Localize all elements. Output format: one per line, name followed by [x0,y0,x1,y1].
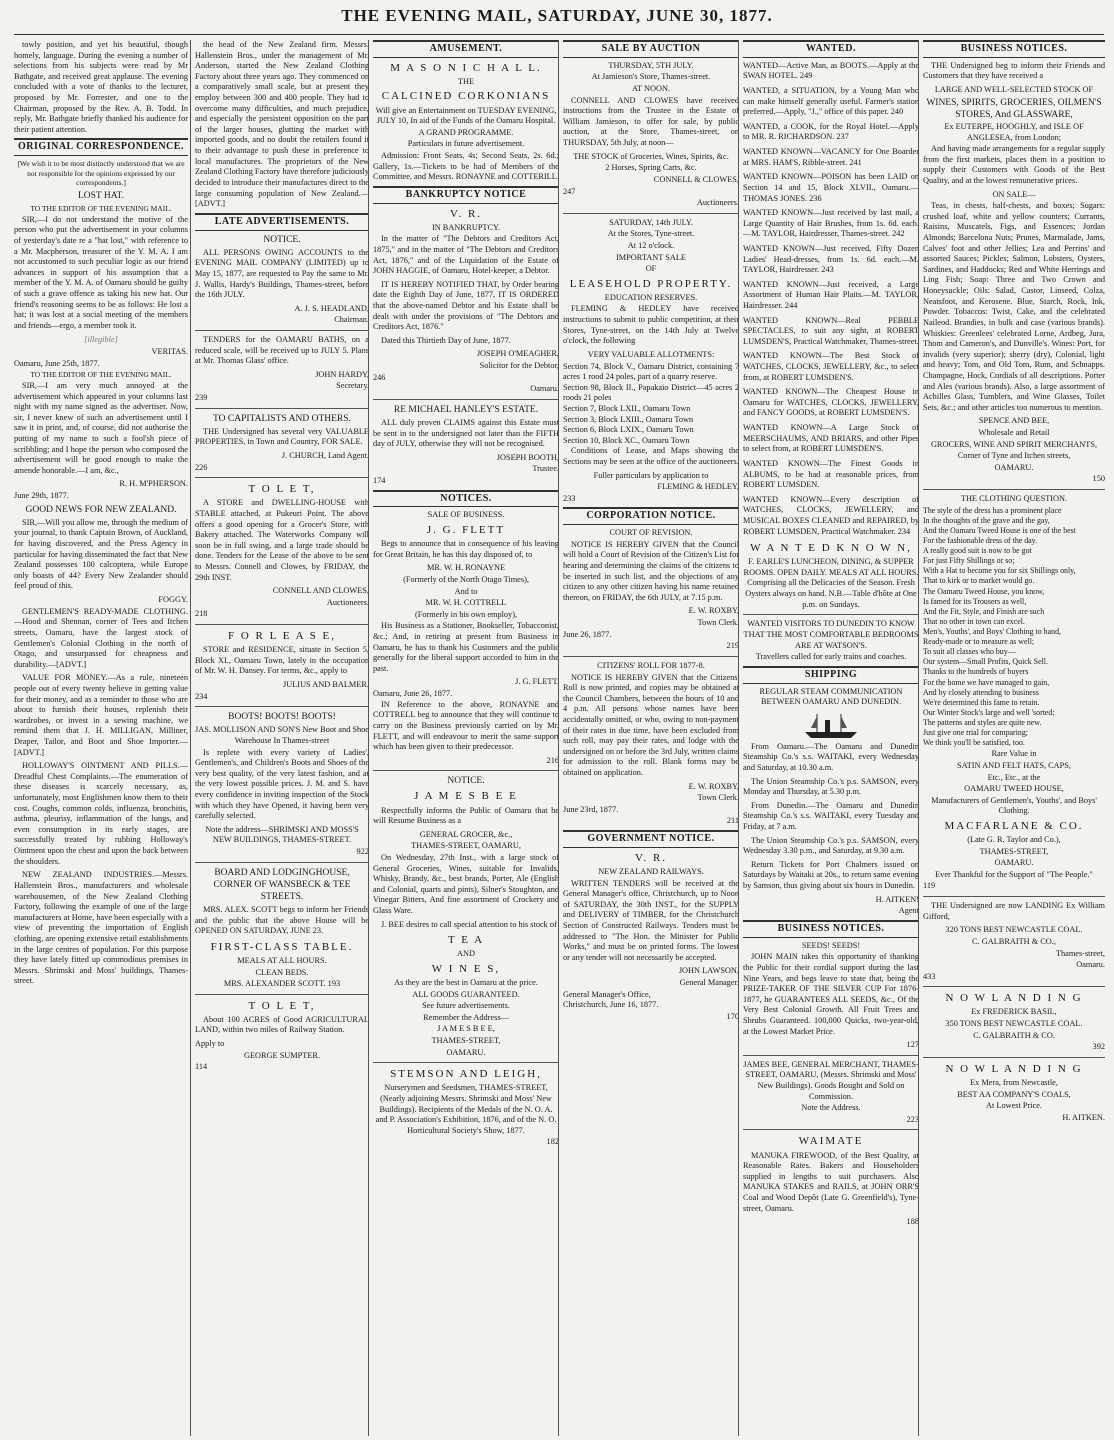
wanted-ad: WANTED KNOWN—Just received by last mail, a Large Quantity of Hair Brushes, from 1s. 6d. each.—M. TAYLOR, Hairdresser, Thames-street. 242 [743,208,919,239]
signatory: E. W. ROXBY, [688,606,739,616]
ad-line: General Manager's Office, [563,989,651,999]
ad-body: Nurserymen and Seedsmen, THAMES-STREET, (Nearly adjoining Messrs. Shrimski and Moss' New Buildings). Recipients of the Medals of the N. O. A. and P. Association's Exhibition, 1876, and of the N. O. Horticultural Society's Show, 1877. [375,1083,557,1135]
ad-title: SEEDS! SEEDS! [801,940,861,950]
signatory: E. W. ROXBY, [688,781,739,791]
ad-line: THAMES-STREET, OAMARU, [411,841,521,851]
signature: VERITAS. [151,347,188,357]
ad-title: STEMSON AND LEIGH, [390,1068,542,1081]
poem-line: Our system—Small Profits, Quick Sell. [923,657,1048,667]
signatory: H. AITKEN! [875,894,919,904]
section-heading: BANKRUPTCY NOTICE [373,186,559,204]
ad-line: A GRAND PROGRAMME. [418,127,514,137]
ad-line: Corner of Tyne and Itchen streets, [957,451,1071,461]
poem-line: Our Winter Stock's large and well 'sorted; [923,707,1055,717]
ad-number: 211 [726,816,739,826]
ad-body: FLEMING & HEDLEY have received instructions to submit to public competition, at their Stores, Tyne-street, on the 14th July at Twelve o'clock, the following [563,304,739,346]
ad-line: At the Stores, Tyne-street. [607,229,695,239]
ad-title: LEASEHOLD PROPERTY. [569,277,733,290]
ad-number: 922 [356,846,369,856]
ad-line: T E A [447,934,485,947]
poem-line: We think you'll be satisfied, too. [923,738,1025,748]
notice-body: NOTICE IS HEREBY GIVEN that the Council will hold a Court of Revision of the Citizen's List for hearing and determining the claims of the citizens to be inserted in such list, and the objections of any citizen to any other citizen having his name retained thereon, on FRIDAY, the 6th JULY, at 7.15 p.m. [563,539,739,602]
wanted-ad: WANTED KNOWN—A Large Stock of MEERSCHAUMS, AND BRIARS, and other Pipes to select from, at ROBERT LUMSDEN'S. [743,423,919,454]
section-heading: AMUSEMENT. [373,40,559,58]
poem-line: That to kirk or to market would go. [923,576,1035,586]
ad-title: MACFARLANE & CO. [944,819,1084,832]
ad-line: VERY VALUABLE ALLOTMENTS: [587,349,715,359]
ad-title: M A S O N I C H A L L. [390,61,542,74]
ad-title: T O L E T, [248,483,316,496]
section-heading: WANTED. [743,40,919,58]
ad-body: STORE and RESIDENCE, situate in Section 5, Block XI., Oamaru Town, lately in the occupation of Mr. W. H. Dansey. For terms, &c., apply to [195,645,369,676]
vr-mark: V. R. [634,851,668,864]
ad-line: Ever Thankful for the Support of "The People." [935,869,1093,879]
ad-number: 226 [195,462,208,472]
ad-title: J A M E S B E E [414,790,518,803]
sailing-item: From Dunedin.—The Oamaru and Dunedin Steamship Co.'s s.s. WAITAKI, every Tuesday and Friday, at 7 a.m. [743,800,919,832]
ad-line: IMPORTANT SALE [616,252,686,262]
ad-body: On Wednesday, 27th Inst., with a large stock of General Groceries, Wines, suitable for Invalids, Whisky, Brandy, &c., best brands, Porter, Ale (English and Colonial, quarts and pints), Silner's Stoughton, and Vinegar Bitters, And fine assortment of Crockery and Glass Ware. [373,853,559,916]
signatory-title: Town Clerk. [697,793,739,803]
ad-title: N O W L A N D I N G [945,1062,1083,1075]
letter-date: Oamaru, June 25th, 1877. [14,358,100,368]
ad-line: THE STOCK of Groceries, Wines, Spirits, &c. [573,151,729,161]
poem-line: And the Fit, Style, and Finish are such [923,606,1045,616]
ad-line: LARGE AND WELL-SELECTED STOCK OF [934,85,1094,95]
masthead: THE EVENING MAIL, SATURDAY, JUNE 30, 1877. [341,6,773,25]
wanted-ad: WANTED KNOWN—Just received, a Large Assortment of Human Hair Plaits.—M. TAYLOR, Hairdresser. 244 [743,279,919,310]
signatory: MRS. ALEXANDER SCOTT. 193 [223,979,341,989]
section-heading: SHIPPING [743,666,919,684]
signatory: C. GALBRAITH & CO., [972,936,1056,946]
ad-line: OAMARU. [994,462,1034,472]
ad-title: RE MICHAEL HANLEY'S ESTATE. [393,404,539,415]
poem-line: In the thoughts of the grave and the gay, [923,515,1050,525]
ad-body: J. BEE desires to call special attention to his stock of [381,919,557,929]
ad-line: (Formerly of the North Otago Times), [403,574,529,584]
notice-body: IT IS HEREBY NOTIFIED THAT, by Order bearing date the Eighth Day of June, 1877, IT IS ORDERED that the above-named Debtor and his Estate shall be dealt with under the provisions of "The Debtors and Creditors Act, 1876." [373,279,559,332]
ad-title: WINES, SPIRITS, GROCERIES, OILMEN'S STORES, And GLASSWARE, [926,97,1102,120]
masthead-rule [14,34,1104,35]
ad-line: THE [457,76,475,86]
ad-title: COURT OF REVISION. [609,528,693,538]
poem-line: The style of the dress has a prominent place [923,505,1062,515]
ad-line: Rare Value in [991,749,1037,759]
signature: FOGGY. [158,595,188,605]
wanted-ad: WANTED KNOWN—Every description of WATCHES, CLOCKS, JEWELLERY, and MUSICAL BOXES CLEANED and REPAIRED, by ROBERT LUMSDEN, Practical Watchmaker. 234 [743,494,919,536]
ad-number: 114 [195,1062,208,1072]
ad-title: TO CAPITALISTS AND OTHERS. [213,413,351,424]
notice-body: In the matter of "The Debtors and Creditors Act, 1875," and in the matter of "The Debtors and Creditors Act, 1876," and of the Liquidation of the Estate of JOHN HAGGIE, of Oamaru, Hotel-keeper, a Debtor. [373,234,559,276]
ad-body: Respectfully informs the Public of Oamaru that he will Resume Business as a [373,805,559,826]
ad-line: Ex EUTERPE, HOOGHLY, and ISLE OF ANGLESEA, from London; [944,121,1084,142]
section-heading: BUSINESS NOTICES. [743,920,919,938]
disclaimer: [We wish it to be most distinctly understood that we are not responsible for the opinions expressed by our correspondents.] [17,159,185,188]
letter-date: June 29th, 1877. [14,491,69,501]
ad-date: Oamaru, June 26, 1877. [373,689,453,699]
ad-line: 320 TONS BEST NEWCASTLE COAL. [945,925,1083,935]
ad-body: Admission: Front Seats, 4s; Second Seats, 2s. 6d.; Gallery, 1s.—Tickets to be had of Members of the Committee, and Messrs. RONAYNE and COTTERILL. [373,151,559,182]
ad-line: THAMES-STREET, [979,846,1049,856]
column-2 [190,40,369,1436]
ad-line: EDUCATION RESERVES. [604,292,698,302]
ad-title: THE CLOTHING QUESTION. [960,494,1068,504]
allotment-item: Section 10, Block XC., Oamaru Town [563,435,690,445]
poem-line: We're determined this fame to retain. [923,697,1040,707]
ad-title: W A N T E D K N O W N, [750,542,912,555]
letter-body: SIR,—Will you allow me, through the medium of your journal, to thank Captain Brown, of Auckland, for having discovered, and the Press Agency in particular for having disseminated the fact that New Zealand possesses 100 calcoptera, while Europe only boasts of 44? Every New Zealander should feel proud of this. [14,517,188,591]
ad-date: June 26, 1877. [563,629,612,639]
ad-line: Oamaru. [1076,960,1105,970]
ad-number: 216 [546,755,559,765]
ad-title: WAIMATE [798,1135,864,1148]
lecture-report: towly position, and yet his beautiful, though homely, language. During the evening a number of selections from his subjects were read by Mr Bathgate, and received great applause. The evening concluded with a vote of thanks to the lecturer, proposed by Mr. Forrester, and one to the Chairman, proposed by the Rev. A. B. Todd. In reply, Mr. Bathgate briefly thanked his audience for their patient attention. [14,40,188,134]
sailing-item: The Union Steamship Co.'s p.s. SAMSON, every Monday and Thursday, at 5.30 p.m. [743,776,919,797]
ad-body: A STORE and DWELLING-HOUSE with STABLE attached, at Pukeuri Point. The above offers a good opening for a Grocer's Store, with Bakery attached. The Waterworks Company will soon be in full swing, and a large trade should be done. Tenders for the Lease of the above to be sent to Messrs. Connell and Clowes, by FRIDAY, the 29th INST. [195,498,369,582]
poem [923,506,1105,749]
ad-line: (Formerly in his own employ), [414,609,518,619]
ad-body: Conditions of Lease, and Maps showing the Sections may be seen at the office of the auctioneers. [563,446,739,466]
place: Oamaru. [530,384,559,394]
signatory: CONNELL AND CLOWES, [272,586,369,596]
allotment-item: Section 74, Block V., Oamaru District, containing 7 acres 1 rood 24 poles, part of a quarry reserve. [563,361,739,382]
wanted-ad: WANTED KNOWN—Real PEBBLE SPECTACLES, to suit any sight, at ROBERT LUMSDEN'S, Practical Watchmaker, Thames-street. [743,315,919,346]
signatory-title: Solicitor for the Debtor, [479,361,559,371]
ad-number: 119 [923,881,936,891]
ad-number: 392 [1092,1042,1105,1052]
letter-body: SIR,—I do not understand the motive of the person who put the advertisement in your columns of yesterday's date re a "hat lost," with reference to a Mr. Macpherson, treasurer of the Y. M. A. I am not accustomed to such peculiar logic as our friend advances in support of his assumption that a member of the Y. M. A. of Oamaru should be guilty of such a grave offence as taking his new hat. Our friend's reasoning seems to be as follows: He lost a hat; it was lost at a social meeting of the members and friends—ergo, a member took it. [14,214,188,330]
signatory-title: Auctioneers. [326,597,369,607]
signatory-title: Town Clerk. [697,618,739,628]
ad-line: IN BANKRUPTCY. [431,222,501,232]
notice-body: ALL duly proven CLAIMS against this Estate must be sent in to the undersigned not later than the FIFTH day of JULY, otherwise they will not be recognised. [373,418,559,449]
wanted-ad: WANTED KNOWN—VACANCY for One Boarder at MRS. HAM'S, Ribble-street. 241 [743,147,919,167]
article-title: GOOD NEWS FOR NEW ZEALAND. [25,504,177,515]
ad-line: SATIN AND FELT HATS, CAPS, [957,760,1071,770]
vr-mark: V. R. [449,207,483,220]
ad-title: BOOTS! BOOTS! BOOTS! [228,712,336,723]
ad-line: Travellers called for early trains and coaches. [755,652,907,662]
section-heading: NOTICES. [373,490,559,508]
ad-title: CALCINED CORKONIANS [381,90,551,103]
ad-line: (Late G. R. Taylor and Co.), [967,835,1061,845]
ad-title: SPENCE AND BEE, [978,416,1050,426]
ad-line: Particulars in future advertisement. [407,139,525,149]
ad-date: Christchurch, June 16, 1877. [563,1000,659,1010]
ad-number: 127 [906,1040,919,1050]
ad-line: 2 Horses, Spring Carts, &c. [605,163,697,173]
column-6 [918,40,1105,1436]
signatory: H. AITKEN. [1062,1112,1105,1122]
poem-line: The patterns and styles are quite new. [923,717,1042,727]
ad-number: 223 [906,1114,919,1124]
ad-line: Etc., Etc., at the [987,772,1041,782]
ad-line: MR. W. H. COTTRELL [425,598,507,608]
wanted-ad: WANTED KNOWN—POISON has been LAID on Section 14 and 15, Block XLVII., Oamaru.—THOMAS JONES. 236 [743,172,919,203]
poem-line: Thanks to the hundreds of buyers [923,667,1029,677]
signatory: J. G. FLETT. [515,677,559,687]
poem-line: And by closely attending to business [923,687,1039,697]
poem-line: And the Oamaru Tweed House is one of the best [923,525,1076,535]
ad-number: 174 [373,476,386,486]
ad-line: At 12 o'clock. [627,240,675,250]
ad-body: JAMES BEE, GENERAL MERCHANT, THAMES-STREET, OAMARU, (Messrs. Shrimski and Moss' New Buildings). Goods Bought and Sold on Commission. [743,1059,919,1101]
notice-body: ALL PERSONS OWING ACCOUNTS to the EVENING MAIL COMPANY (LIMITED) up to May 15, 1877, are requested to Pay the same to Mr. J. Wallis, Hardy's Buildings, Thames-street, before the 16th JULY. [195,247,369,300]
ad-body: IN Reference to the above, RONAYNE and COTTRELL beg to announce that they will continue to carry on the Business previously carried on by Mr. FLETT, and will endeavour to merit the same support which has been given to their predecessor. [373,699,559,752]
ad-line: J A M E S B E E, [437,1024,495,1034]
ad-body: F. EARLE'S LUNCHEON, DINING, & SUPPER ROOMS. OPEN DAILY. MEALS AT ALL HOURS. Comprising all the Delicacies of the Season. Fresh Oysters always on hand. N.B.—Table d'hôte at One p.m. on Sundays. [743,557,919,609]
ad-title: J. G. FLETT [426,524,506,537]
allotment-item: Section 6, Block LXIX., Oamaru Town [563,425,694,435]
poem-line: For the fashionable dress of the day. [923,535,1038,545]
wanted-ad: WANTED KNOWN—The Finest Goods in ALBUMS, to be had at reasonable prices, from ROBERT LUMSDEN. [743,458,919,490]
ad-body: MRS. ALEX. SCOTT begs to inform her Friends and the public that the above House will be OPENED ON SATURDAY, JUNE 23. [195,905,369,936]
signatory: CONNELL & CLOWES, [653,174,739,184]
ad-line: OAMARU. [446,1047,486,1057]
poem-line: Just give one trial for comparing; [923,728,1028,738]
ad-date: June 23rd, 1877. [563,804,619,814]
section-heading: LATE ADVERTISEMENTS. [195,213,369,231]
ad-body: THE Undersigned beg to inform their Friends and Customers that they have received a [923,60,1105,81]
advertisement: GENTLEMEN'S READY-MADE CLOTHING.—Hood and Shennan, corner of Tees and Itchen streets, Oamaru, have the largest stock of Gentlemen's Colonial Clothing in the north of Otago, and unsurpassed for cheapness and durability.—[ADVT.] [14,606,188,669]
ad-line: MR. W. H. RONAYNE [426,563,506,573]
ad-line: AT NOON. [631,84,671,94]
ad-line: BEST AA COMPANY'S COALS, [957,1089,1071,1099]
signatory: FLEMING & HEDLEY, [657,482,739,492]
signatory-title: Auctioneers. [696,198,739,208]
column-5 [738,40,919,1436]
poem-line: Ready-made or to measure as well; [923,637,1035,647]
ad-title: SALE OF BUSINESS. [427,510,505,520]
tender-notice: TENDERS for the OAMARU BATHS, on a reduced scale, will be received up to JULY 5. Plans at Mr. Thomas Glass' office. [195,334,369,366]
ad-line: Apply to [195,1039,225,1049]
ad-address: Note the address—SHRIMSKI AND MOSS'S NEW BUILDINGS, THAMES-STREET. [205,824,359,845]
wanted-ad: WANTED—Active Man, as BOOTS.—Apply at the SWAN HOTEL. 249 [743,60,919,81]
article-title: LOST HAT. [77,191,125,202]
ad-line: Ex FREDERICK BASIL, [971,1007,1057,1017]
ad-number: 219 [726,641,739,651]
ad-line: OAMARU. [994,858,1034,868]
letter-body: SIR,—I am very much annoyed at the advertisement which appeared in your columns last night with my name signed as the advertiser. Now, sir, I never knew of such an advertisement until I saw it in print, and, of course, did not authorise the putting of my name to such a fool'sh piece of scribbling; and I hope the person who composed the advertisement will be good enough to make the amende honorable.—I am, &c., [14,380,188,475]
wanted-ad: WANTED KNOWN—The Cheapest House in Oamaru for WATCHES, CLOCKS, JEWELLERY, and FANCY GOODS, at ROBERT LUMSDEN'S. [743,387,919,418]
notice-title: NOTICE. [447,776,485,787]
sailing-item: From Oamaru.—The Oamaru and Dunedin Steamship Co.'s s.s. WAITAKI, every Wednesday and Saturday, at 10.30 a.m. [743,741,919,772]
signatory: JULIUS AND BALMER. [283,679,369,689]
ad-body: CONNELL AND CLOWES have received instructions from the Trustee in the Estate of William Jamieson, to offer for sale, by public auction, at the Store, Thames-street, on THURSDAY, 5th July, at noon— [563,95,739,148]
ad-body: MANUKA FIREWOOD, of the Best Quality, at Reasonable Rates. Bakers and Householders supplied in lengths to suit purchasers. Also MANUKA STAKES and RAILS, at JOHN ORR'S Coal and Wood Depôt (Late G. Greenfield's), Tyne-street, Oamaru. [743,1150,919,1213]
column-4 [558,40,739,1436]
ad-line: 350 TONS BEST NEWCASTLE COAL. [945,1019,1083,1029]
signatory-title: Chairman. [334,315,369,325]
ad-line: See future advertisements. [422,1001,510,1011]
signatory: GEORGE SUMPTER. [243,1050,321,1060]
poem-line: That no other in town can excel. [923,616,1025,626]
ad-line: AND [457,949,475,959]
section-heading: GOVERNMENT NOTICE. [563,830,739,848]
ad-number: 188 [906,1217,919,1227]
advertisement: HOLLOWAY'S OINTMENT AND PILLS.—Dreadful Chest Complaints.—The enumeration of these diseases is scarcely necessary, as, unfortunately, most Englishmen know them to their cost. Coughs, common colds, influenza, bronchitis, asthma, pleurisy, inflammation of the lungs, and even consumption in its early stages, are successfully treated by rubbing Holloway's Ointment upon the chest and upon the back between the shoulders. [14,761,188,866]
ad-body: JOHN MAIN takes this opportunity of thanking the Public for their cordial support during the last Nine Years, and begs leave to state that, being the PRIZE-TAKER OF THE SILVER CUP For 1876-1877, he GUARANTEES ALL SEEDS, &c., Of the Very Best Colonial Growth. All Fruit Trees and Shrubs Guaranteed. 100,000 Quicks, two-year-old, at the Lowest Market Price. [743,952,919,1036]
notice-title: NOTICE. [263,234,301,245]
notice-body: Dated this Thirtieth Day of June, 1877. [381,335,511,345]
poem-line: A really good suit is now to be got [923,546,1032,556]
poem-line: The Oamaru Tweed House, you know, [923,586,1045,596]
ad-line: Ex Mera, from Newcastle, [970,1077,1058,1087]
ad-body: Is replete with every variety of Ladies', Gentlemen's, and Children's Boots and Shoes of the very best quality, of the very latest fashion, and at the very lowest possible prices. J. M. and S. have every confidence in inviting inspection of the Stock with which they have Opened, it having been very carefully selected. [195,747,369,821]
notice-body: NOTICE IS HEREBY GIVEN that the Citizens' Roll is now printed, and copies may be obtained at the Council Chambers, between the hours of 10 and 4 p.m. All persons whose names have been accidentally omitted, or who, owing to non-payment of their rates in due time, have been excluded from such roll, may pay their rates, and lodge with the undersigned on or before the 3rd July, written claims for admission to the roll. Blank forms may be obtained on application. [563,672,739,778]
stock-list: Teas, in chests, half-chests, and boxes; Sugars: crushed loaf, white and yellow counters; Currants, Raisins, Muscatels, Figs, and Essences; Jordan Almonds; Barcelona Nuts; Prunes, Marmalade, Jams, Calves' foot and other Jellies; Lea and Perrins' and assorted Sauces; Pickles; Salmon, Lobsters, Oysters, Sardines, and Haddocks; Red and White Herrings and Ling Fish; Soap: Three and Two Crown and Honeysuckle; Oils: Salad, Castor, Linseed, Colza, Neatsfoot, and Kerosene. Blue, Starch, Rock, Ink, Powder. Tobaccos: Twist, Cake, and the celebrated Naileod. Brandies, in bulk and case (various brands). Whiskies: Greenlees' celebrated Lorne, Ardbeg, Jura, Thom and Cameron's, and Dunville's. Wines: Port, for invalids (very superior); sherry (dry), Colonial, light and heavy; Tom, and Old Tom, Rum, and Schnapps. Champagne, Hock, Cordials of all descriptions. Porter and Ales (various brands). Also, a large assortment of Achilles Glass, Tumblers, and Wine Glasses, Toilet Sets, &c.; and other articles too numerous to mention. [923,201,1105,412]
ad-body: THE Undersigned are now LANDING Ex William Gifford, [923,901,1105,921]
ad-body: WANTED VISITORS TO DUNEDIN TO KNOW THAT THE MOST COMFORTABLE BEDROOMS ARE AT WATSON'S. [743,619,919,650]
wanted-ad: WANTED KNOWN—Just received, Fifty Dozen Ladies' Head-dresses, from 1s. 6d. each.—M. TAYLOR, Hairdresser. 243 [743,243,919,275]
ad-title: BOARD AND LODGINGHOUSE, CORNER OF WANSBECK & TEE STREETS. [213,867,351,902]
ad-body: And having made arrangements for a regular supply from the first markets, places them in a position to supply their Customers with Goods of the Best Quality, and at the lowest remunerative prices. [923,144,1105,185]
ad-body: Begs to announce that in consequence of his leaving for Great Britain, he has this day disposed of, to [373,539,559,559]
signatory: JOHN HARDY, [315,369,369,379]
signatory: C. GALBRAITH & CO. [973,1030,1055,1040]
signature: R. H. M'PHERSON. [119,479,188,489]
section-heading: BUSINESS NOTICES. [923,40,1105,58]
poem-line: Is famed for its Trousers as well, [923,596,1027,606]
ad-line: THAMES-STREET, [431,1036,501,1046]
ad-line: FIRST-CLASS TABLE. [210,940,354,953]
to-editor: TO THE EDITOR OF THE EVENING MAIL. [30,204,172,214]
signatory: A. J. S. HEADLAND, [294,303,369,313]
allotment-list [563,362,739,447]
ad-line: GROCERS, WINE AND SPIRIT MERCHANTS, [930,439,1098,449]
article-continued: the head of the New Zealand firm. Messrs. Hallenstein Bros., under the management of Mr. Anderson, started the New Zealand Clothing Factory about three years ago. They commenced on a comparatively small scale, but at present they employ between 300 and 400 people. They had to overcome many difficulties, and much prejudice, and especially the persistent opposition on the part of the larger houses, glutting the market with imported goods, and no doubt the retailers found it to their advantage to push these in preference to local manufactures. The proprietors of the New Zealand Clothing Factory have therefore judiciously decided to introduce their manufactures direct to the large consuming population of New Zealand.—[ADVT.] [195,40,369,209]
column-1 [14,40,188,1436]
ad-number: 218 [195,609,208,619]
ad-line: W I N E S, [431,962,501,975]
signatory-title: Secretary. [336,381,369,391]
ad-line: GENERAL GROCER, &c., [419,829,513,839]
ad-line: Manufacturers of Gentlemen's, Youths', and Boys' Clothing. [931,795,1097,816]
allotment-item: Section 98, Block II., Papakaio District—45 acres 2 roods 21 poles [563,382,739,403]
ad-title: T O L E T, [248,999,316,1012]
poem-line: For the home we have managed to gain, [923,677,1050,687]
ad-number: 433 [923,971,936,981]
ad-line: ALL GOODS GUARANTEED. [412,989,520,999]
advertisement: VALUE FOR MONEY.—As a rule, nineteen people out of every twenty believe in getting value for their money, and as a reminder to those who are about to furnish their houses, replenish their wardrobes, or invest in a sewing machine, we remind them that J. H. MILLIGAN, Milliner, Draper, Tailor, and Boot and Shoe Importer.—[ADVT.] [14,673,188,757]
ad-line: Wholesale and Retail [978,428,1050,437]
ad-subtitle: JAS. MOLLISON AND SON'S New Boot and Shoe Warehouse In Thames-street [195,725,369,745]
poem-line: Men's, Youths', and Boys' Clothing to hand, [923,626,1061,636]
wanted-ad: WANTED KNOWN—The Best Stock of WATCHES, CLOCKS, JEWELLERY, &c., to select from, at ROBERT LUMSDEN'S. [743,351,919,382]
to-editor: TO THE EDITOR OF THE EVENING MAIL. [30,370,172,380]
allotment-item: Section 7, Block LXII., Oamaru Town [563,403,691,413]
illegible-text: [illegible] [84,334,118,344]
ad-title: CITIZENS' ROLL FOR 1877-8. [597,660,705,670]
signatory: JOSEPH BOOTH, [496,452,559,462]
signatory-title: Agent [898,906,919,916]
section-heading: SALE BY AUCTION [563,40,739,58]
signatory: JOSEPH O'MEAGHER, [476,349,559,359]
ad-line: MEALS AT ALL HOURS. [237,955,327,965]
ad-body: About 100 ACRES of Good AGRICULTURAL LAND, within two miles of Railway Station. [195,1014,369,1035]
poem-line: To suit all classes who buy— [923,647,1016,657]
ad-line: As they are the best in Oamaru at the price. [394,978,538,988]
ad-line: Remember the Address— [423,1012,509,1022]
ad-line: CLEAN BEDS. [255,967,309,977]
ad-line: THURSDAY, 5TH JULY. [608,60,694,70]
ad-line: Fuller particulars by application to [593,470,709,480]
ad-title: F O R L E A S E, [228,630,336,642]
ad-line: And to [454,586,478,596]
ad-title: NEW ZEALAND RAILWAYS. [598,866,704,876]
sailing-list [743,742,919,892]
ad-line: SATURDAY, 14th JULY. [609,217,693,227]
section-heading: ORIGINAL CORRESPONDENCE. [14,138,188,156]
sailing-item: The Union Steamship Co.'s p.s. SAMSON, every Wednesday 3.30 p.m., and Saturday, at 9.30 a.m. [743,835,919,856]
ad-line: ON SALE— [992,189,1036,199]
notice-body: WRITTEN TENDERS will be received at the General Manager's office, Christchurch, up to Noon of SATURDAY, the 30th INST., for the SUPPLY and DELIVERY of TIMBER, for the Christchurch Section of Constructed Railways. Tenders must be addressed to "The Hon. the Minister for Public Works," and must be on printed forms. The lowest or any tender will not necessarily be accepted. [563,878,739,962]
ad-number: 247 [563,186,576,196]
ad-number: 170 [726,1011,739,1021]
ad-line: At Jamieson's Store, Thames-street. [591,72,711,82]
ad-number: 150 [1092,474,1105,484]
ad-line: Thames-street, [1055,948,1105,958]
section-heading: CORPORATION NOTICE. [563,507,739,525]
ad-number: 246 [373,372,386,382]
ad-number: 234 [195,691,208,701]
poem-line: For just Fifty Shillings or so; [923,556,1015,566]
signatory: J. CHURCH, Land Agent. [281,451,369,460]
ad-line: Note the Address. [801,1103,861,1113]
wanted-ad: WANTED, a COOK, for the Royal Hotel.—Apply to MR. R. RICHARDSON. 237 [743,121,919,142]
column-3 [368,40,559,1436]
ad-number: 233 [563,493,576,503]
ad-line: At Lowest Price. [986,1101,1042,1111]
steamship-icon [801,710,861,740]
ad-line: OF [645,264,657,274]
allotment-item: Section 3, Block LXIII., Oamaru Town [563,414,694,424]
ad-title: REGULAR STEAM COMMUNICATION BETWEEN OAMARU AND DUNEDIN. [759,686,903,707]
signatory: JOHN LAWSON, [678,966,739,976]
ad-body: THE Undersigned has several very VALUABLE PROPERTIES, in Town and Country, FOR SALE. [195,426,369,447]
ad-body: His Business as a Stationer, Bookseller, Tobacconist, &c.; And, in retiring at present from Business in Oamaru, he has to thank his Customers and the public generally for the liberal support accorded to him in the past. [373,621,559,673]
poem-line: With a Hat to become you for six Shillings only, [923,566,1076,576]
ad-body: Will give an Entertainment on TUESDAY EVENING, JULY 10, In aid of the Funds of the Oamaru Hospital. [375,105,557,126]
ad-line: OAMARU TWEED HOUSE, [964,784,1064,794]
advertisement: NEW ZEALAND INDUSTRIES.—Messrs. Hallenstein Bros., manufacturers and wholesale warehousemen, of the New Zealand Clothing Factory, following the example of one of the large manufacturers at Home, have been especially with a view of preventing the importation of English clothing, are opening extensive retail establishments in the large centres of population. For this purpose they have lately fitted up commodious premises in Messrs. Shrimski and Moss' buildings, Thames-street. [14,870,188,986]
ad-number: 239 [195,393,208,403]
sailing-item: Return Tickets for Port Chalmers issued on Saturdays by Waitaki at 20s., to return same evening by Samson, thus giving about six hours in Dunedin. [743,859,919,891]
ad-number: 182 [546,1137,559,1147]
ad-title: N O W L A N D I N G [945,992,1083,1005]
signatory-title: Trustee. [532,464,559,474]
wanted-ad: WANTED, a SITUATION, by a Young Man who can make himself generally useful. Farmer's station preferred.—Apply, "J.," office of this paper. 240 [743,86,919,117]
signatory-title: General Manager. [679,978,739,988]
